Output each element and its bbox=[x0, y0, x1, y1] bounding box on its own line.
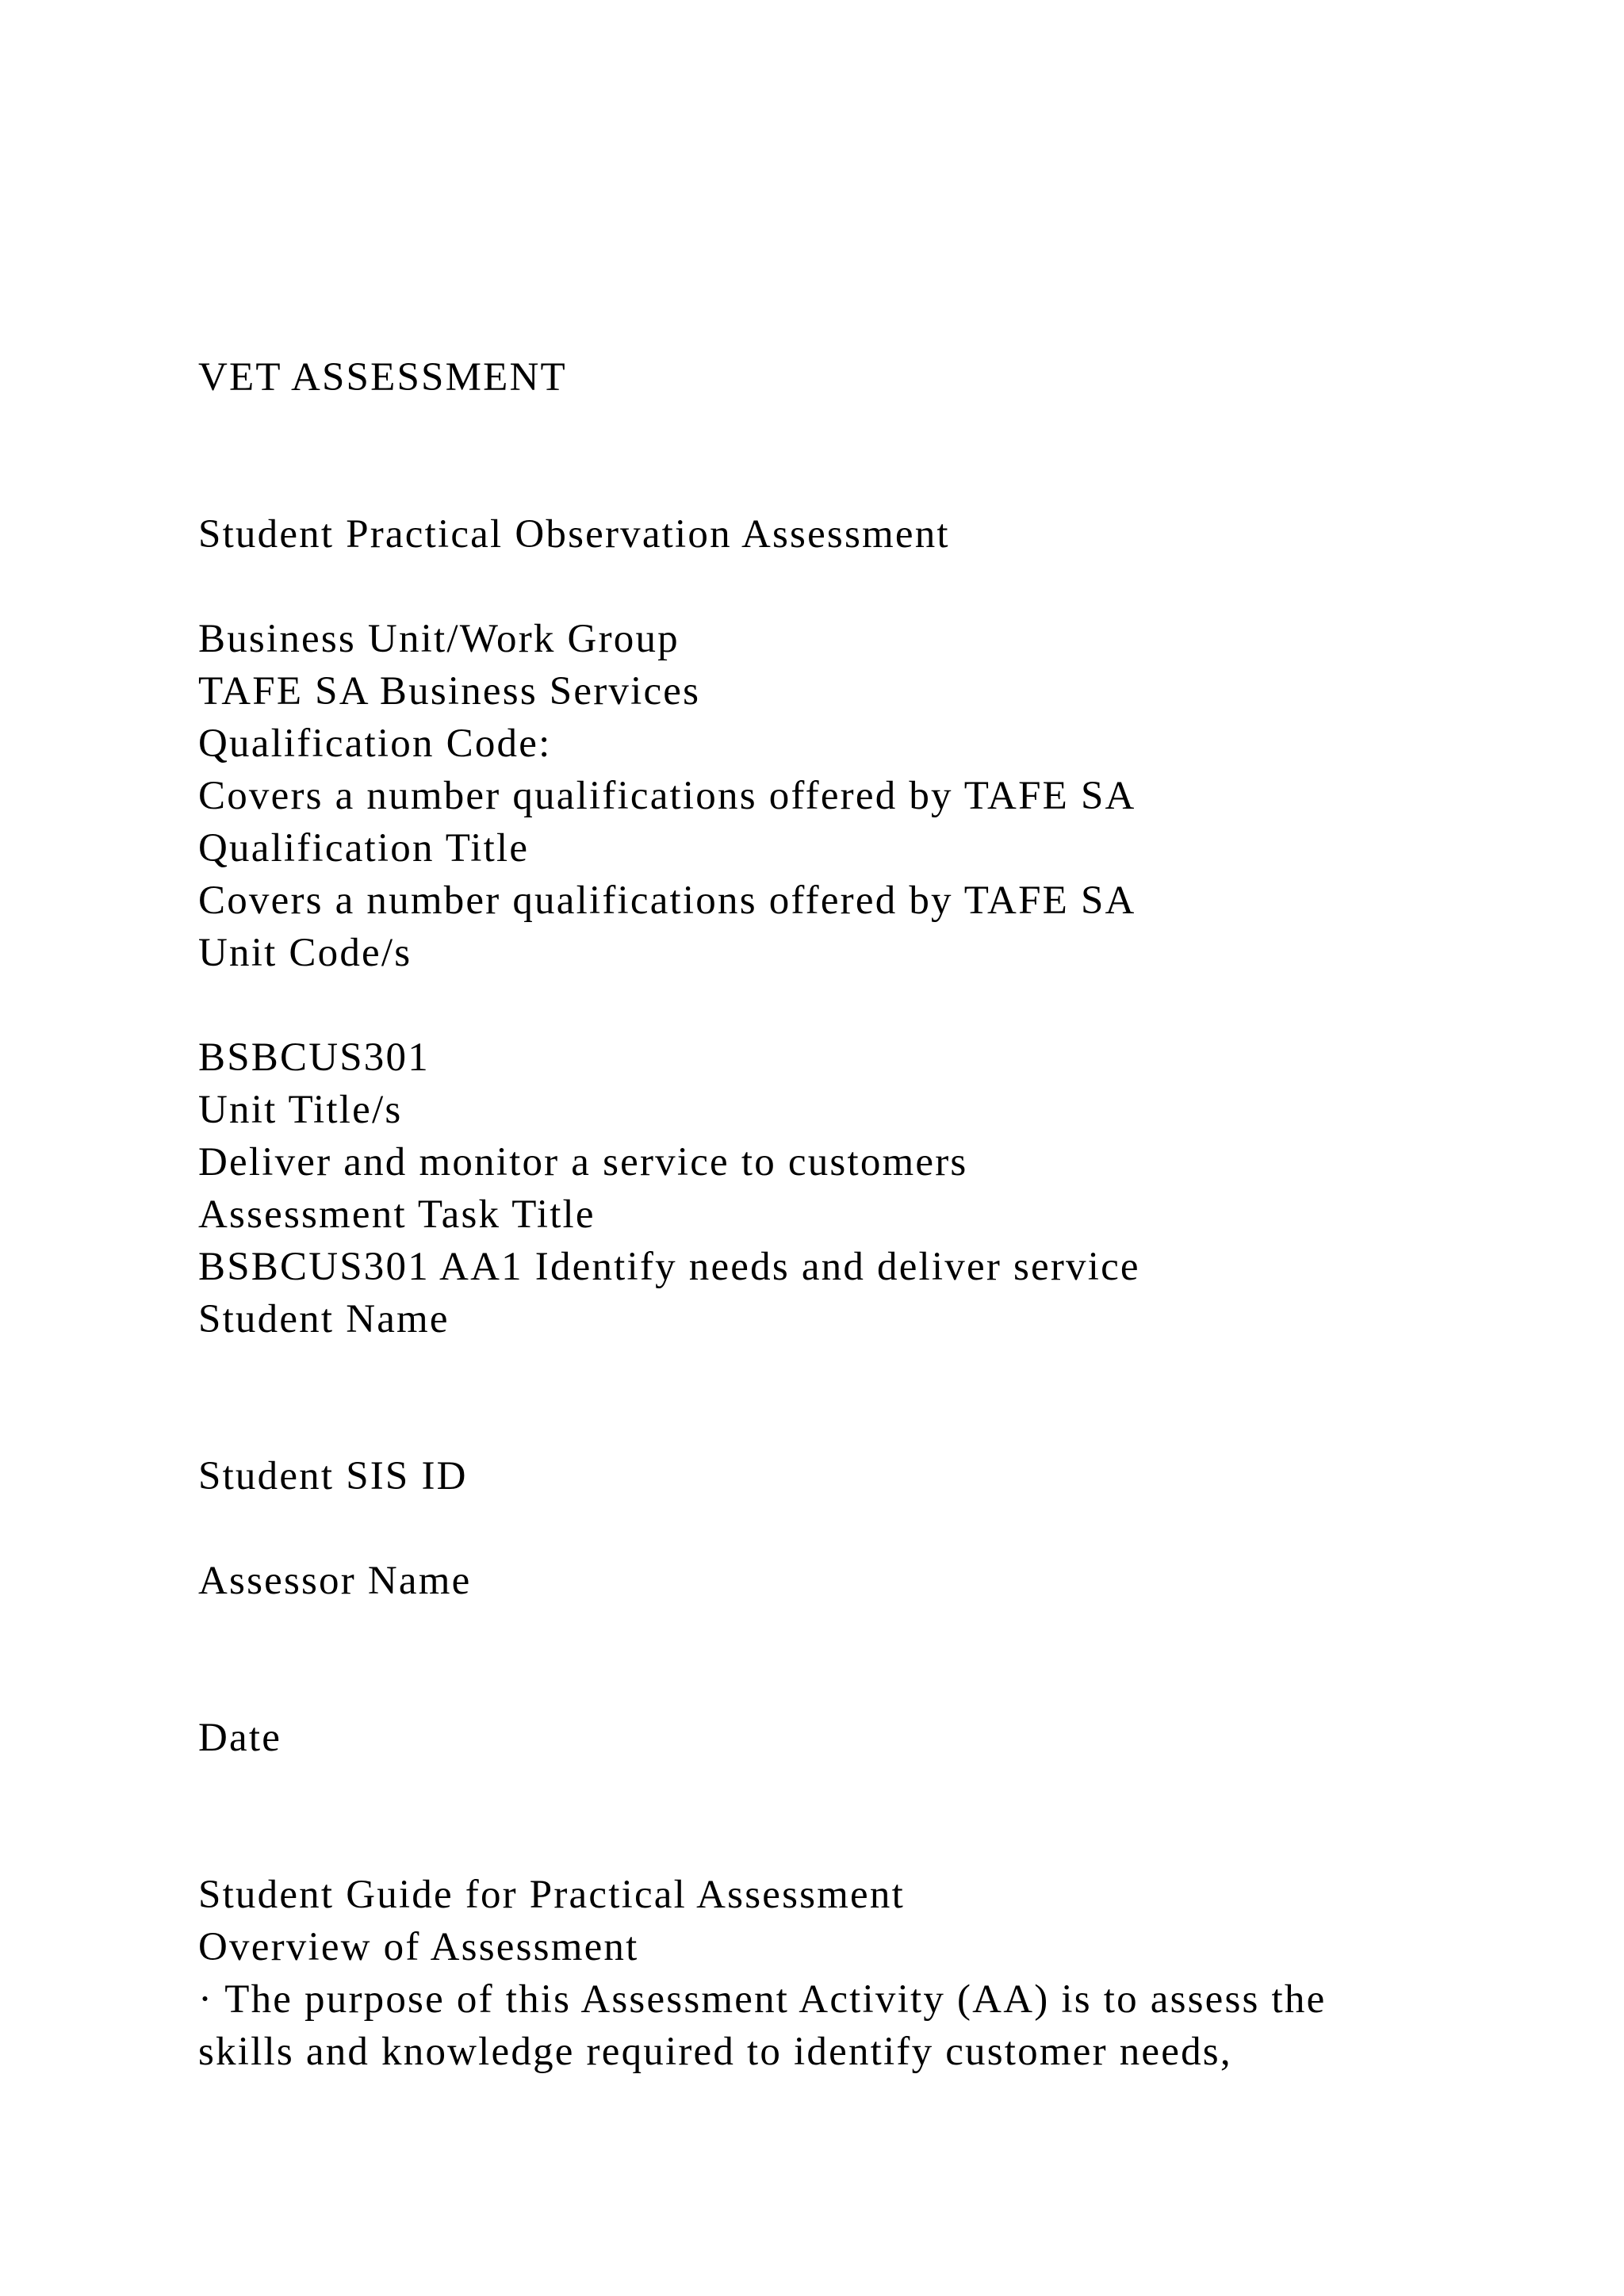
qualification-code-label: Qualification Code: bbox=[198, 721, 552, 766]
document-heading: VET ASSESSMENT bbox=[198, 355, 567, 400]
business-unit-value: TAFE SA Business Services bbox=[198, 669, 701, 714]
overview-line-1: · The purpose of this Assessment Activity (AA) is to assess the bbox=[198, 1977, 1327, 2022]
unit-code-value: BSBCUS301 bbox=[198, 1035, 430, 1080]
qualification-code-value: Covers a number qualifications offered by TAFE SA bbox=[198, 774, 1136, 818]
date-label: Date bbox=[198, 1716, 282, 1760]
assessor-name-label: Assessor Name bbox=[198, 1559, 472, 1603]
overview-heading: Overview of Assessment bbox=[198, 1925, 639, 1969]
unit-code-label: Unit Code/s bbox=[198, 931, 412, 975]
guide-heading: Student Guide for Practical Assessment bbox=[198, 1873, 905, 1917]
qualification-title-label: Qualification Title bbox=[198, 826, 530, 871]
student-sis-label: Student SIS ID bbox=[198, 1454, 468, 1498]
student-name-label: Student Name bbox=[198, 1297, 450, 1341]
business-unit-label: Business Unit/Work Group bbox=[198, 617, 680, 661]
unit-title-value: Deliver and monitor a service to customers bbox=[198, 1140, 968, 1184]
task-title-value: BSBCUS301 AA1 Identify needs and deliver service bbox=[198, 1245, 1140, 1289]
document-subtitle: Student Practical Observation Assessment bbox=[198, 512, 950, 557]
task-title-label: Assessment Task Title bbox=[198, 1192, 596, 1237]
overview-line-2: skills and knowledge required to identify customer needs, bbox=[198, 2030, 1232, 2074]
unit-title-label: Unit Title/s bbox=[198, 1088, 403, 1132]
qualification-title-value: Covers a number qualifications offered by TAFE SA bbox=[198, 878, 1136, 923]
